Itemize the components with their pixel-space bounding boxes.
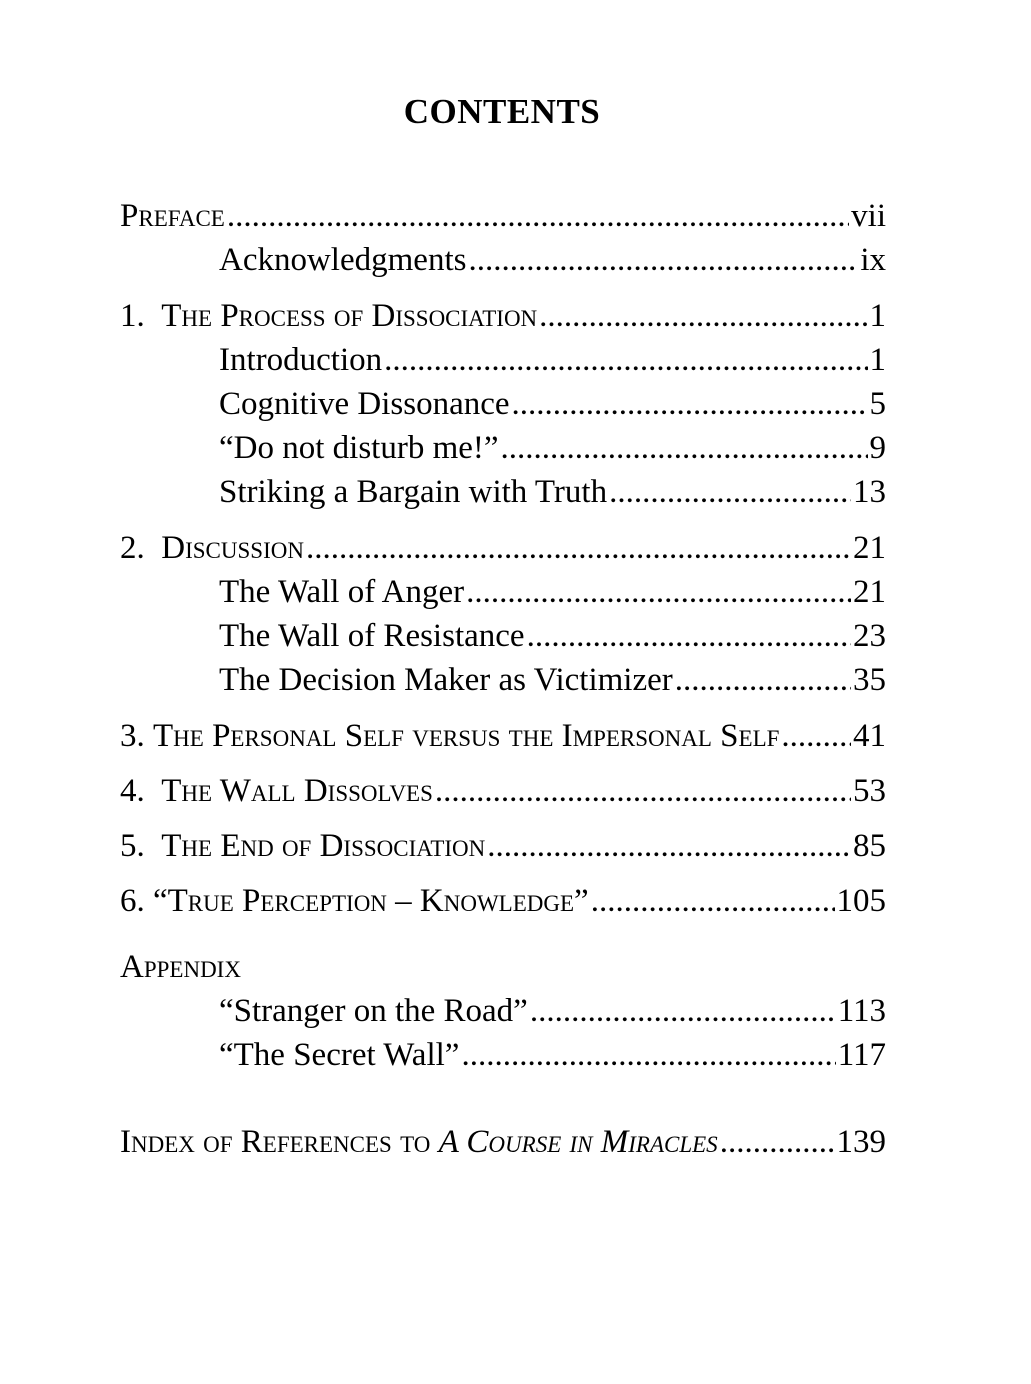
toc-entry-label: Introduction bbox=[219, 342, 383, 378]
dot-leader bbox=[781, 714, 851, 758]
toc-entry-chapter-2[interactable] bbox=[120, 526, 886, 570]
toc-page-number: 53 bbox=[853, 773, 886, 809]
dot-leader bbox=[466, 570, 851, 614]
toc-entry-the-secret-wall[interactable] bbox=[219, 1033, 886, 1077]
dot-leader bbox=[501, 426, 868, 470]
dot-leader bbox=[675, 658, 851, 702]
dot-leader bbox=[435, 769, 851, 813]
toc-entry-wall-of-resistance[interactable] bbox=[219, 614, 886, 658]
toc-page-number: 139 bbox=[836, 1124, 886, 1160]
chapter-number: 2. bbox=[120, 530, 145, 566]
toc-page-number: 21 bbox=[853, 530, 886, 566]
toc-entry-label: Cognitive Dissonance bbox=[219, 386, 510, 422]
toc-entry-label bbox=[120, 714, 779, 758]
toc-entry-label: “The Secret Wall” bbox=[219, 1037, 460, 1073]
toc-entry-stranger-on-the-road[interactable] bbox=[219, 989, 886, 1033]
toc-entry-chapter-1[interactable] bbox=[120, 294, 886, 338]
toc-page-number: 117 bbox=[837, 1037, 886, 1073]
toc-entry-label: The Wall of Anger bbox=[219, 574, 465, 610]
toc-page-number: 13 bbox=[853, 474, 886, 510]
chapter-title: “True Perception – Knowledge” bbox=[153, 883, 589, 919]
toc-entry-label bbox=[120, 526, 304, 570]
dot-leader bbox=[591, 879, 835, 923]
toc-entry-striking-a-bargain[interactable] bbox=[219, 470, 886, 514]
toc-entry-introduction[interactable] bbox=[219, 338, 886, 382]
toc-entry-wall-of-anger[interactable] bbox=[219, 570, 886, 614]
toc-entry-label: Striking a Bargain with Truth bbox=[219, 474, 608, 510]
chapter-title: The Wall Dissolves bbox=[161, 773, 433, 809]
toc-entry-label: The Wall of Resistance bbox=[219, 618, 525, 654]
toc-page-number: 23 bbox=[853, 618, 886, 654]
toc-entry-chapter-6[interactable] bbox=[120, 879, 886, 923]
dot-leader bbox=[384, 338, 867, 382]
chapter-number: 6. bbox=[120, 883, 145, 919]
toc-entry-do-not-disturb-me[interactable] bbox=[219, 426, 886, 470]
toc-page-number: vii bbox=[851, 198, 886, 234]
dot-leader bbox=[487, 824, 851, 868]
toc-entry-label: Acknowledgments bbox=[219, 242, 467, 278]
toc-page-number: 5 bbox=[869, 386, 886, 422]
chapter-number: 5. bbox=[120, 828, 145, 864]
toc-entry-label: “Stranger on the Road” bbox=[219, 993, 528, 1029]
index-label-prefix: Index of References to bbox=[120, 1124, 431, 1160]
toc-page-number: 1 bbox=[869, 342, 886, 378]
toc-page-number: 105 bbox=[836, 883, 886, 919]
dot-leader bbox=[468, 238, 858, 282]
toc-entry-label: The Decision Maker as Victimizer bbox=[219, 662, 673, 698]
chapter-title: The End of Dissociation bbox=[161, 828, 486, 864]
toc-page-number: 35 bbox=[853, 662, 886, 698]
toc-page-number: 9 bbox=[869, 430, 886, 466]
chapter-number: 1. bbox=[120, 298, 145, 334]
toc-entry-label bbox=[120, 879, 589, 923]
toc-entry-label bbox=[120, 1120, 718, 1164]
chapter-title: Discussion bbox=[161, 530, 304, 566]
dot-leader bbox=[720, 1120, 835, 1164]
dot-leader bbox=[539, 294, 867, 338]
dot-leader bbox=[527, 614, 851, 658]
index-label-italic: A Course in Miracles bbox=[438, 1124, 718, 1160]
toc-heading-appendix[interactable]: Appendix bbox=[120, 949, 241, 985]
toc-page-number: 41 bbox=[853, 718, 886, 754]
toc-page-number: 85 bbox=[853, 828, 886, 864]
toc-entry-label bbox=[120, 769, 433, 813]
chapter-number: 4. bbox=[120, 773, 145, 809]
dot-leader bbox=[306, 526, 851, 570]
toc-entry-label bbox=[120, 294, 537, 338]
toc-entry-chapter-3[interactable] bbox=[120, 714, 886, 758]
toc-entry-cognitive-dissonance[interactable] bbox=[219, 382, 886, 426]
toc-entry-acknowledgments[interactable] bbox=[219, 238, 886, 282]
chapter-title: The Personal Self versus the Impersonal Self bbox=[153, 718, 780, 754]
chapter-number: 3. bbox=[120, 718, 145, 754]
dot-leader bbox=[609, 470, 851, 514]
dot-leader bbox=[461, 1033, 835, 1077]
toc-entry-label: “Do not disturb me!” bbox=[219, 430, 499, 466]
page-title: CONTENTS bbox=[403, 92, 601, 131]
toc-page-number: 21 bbox=[853, 574, 886, 610]
toc-page-number: 1 bbox=[869, 298, 886, 334]
toc-page-number: 113 bbox=[837, 993, 886, 1029]
chapter-title: The Process of Dissociation bbox=[161, 298, 538, 334]
toc-entry-chapter-4[interactable] bbox=[120, 769, 886, 813]
toc-entry-index[interactable] bbox=[120, 1120, 886, 1164]
dot-leader bbox=[530, 989, 836, 1033]
toc-entry-label bbox=[120, 824, 485, 868]
toc-entry-label: Preface bbox=[120, 198, 225, 234]
dot-leader bbox=[512, 382, 868, 426]
toc-page-number: ix bbox=[860, 242, 886, 278]
toc-entry-preface[interactable] bbox=[120, 194, 886, 238]
dot-leader bbox=[227, 194, 849, 238]
toc-entry-chapter-5[interactable] bbox=[120, 824, 886, 868]
toc-entry-decision-maker[interactable] bbox=[219, 658, 886, 702]
